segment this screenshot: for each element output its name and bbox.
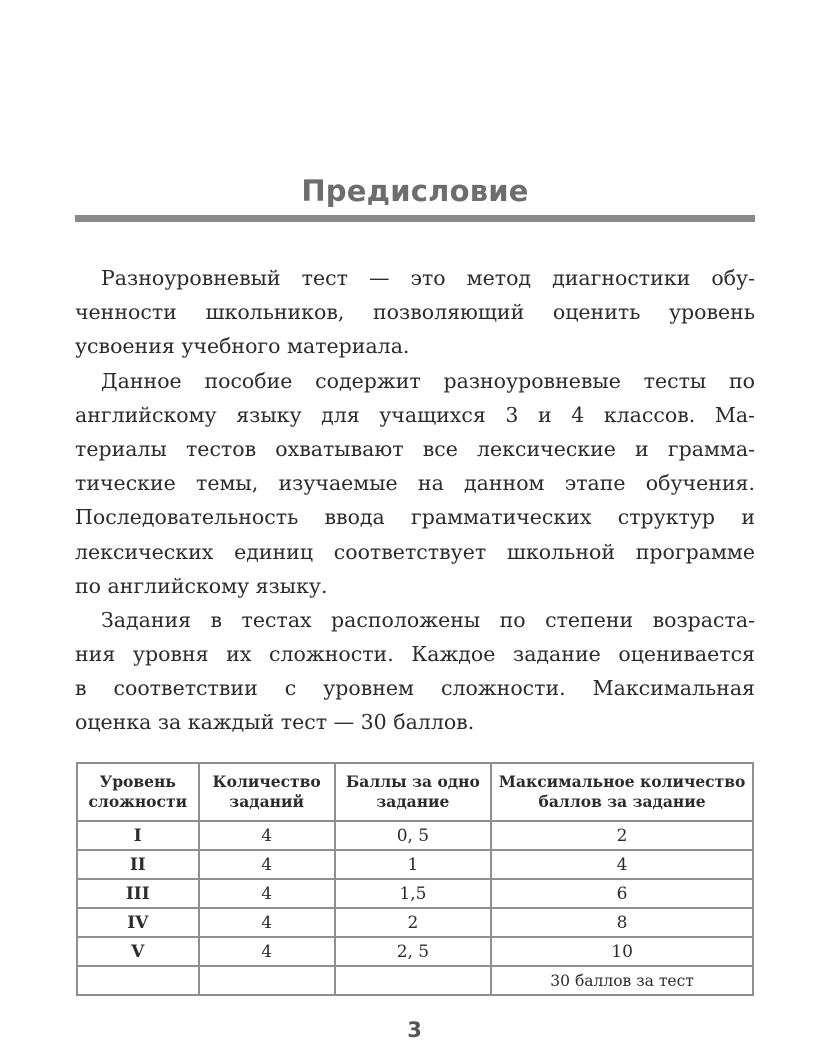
table-cell: III <box>77 879 199 908</box>
table-row <box>77 879 753 908</box>
table-cell: 1,5 <box>335 879 491 908</box>
text-line: Задания в тестах расположены по степени возраста- <box>101 607 755 632</box>
table-cell-empty <box>335 966 491 995</box>
page-title: Предисловие <box>301 174 529 208</box>
text-line: териалы тестов охватывают все лексические и грамма- <box>75 436 755 461</box>
text-line: оценка за каждый тест — 30 баллов. <box>75 710 475 735</box>
table-cell-empty <box>199 966 335 995</box>
table-cell: 4 <box>199 821 335 850</box>
text-line: ченности школьников, позволяющий оценить уровень <box>75 300 755 325</box>
table-header-row <box>77 763 753 821</box>
table-cell-empty <box>77 966 199 995</box>
table-cell: 6 <box>491 879 753 908</box>
table-total-row <box>77 966 753 995</box>
table-cell: 4 <box>199 879 335 908</box>
table-cell: 4 <box>199 850 335 879</box>
table-cell: V <box>77 937 199 966</box>
table-cell: 2 <box>335 908 491 937</box>
table-cell: 1 <box>335 850 491 879</box>
table-cell: 4 <box>199 908 335 937</box>
header-max-points: Максимальное количество баллов за задание <box>491 763 753 821</box>
scoring-table <box>76 762 754 996</box>
table-cell: IV <box>77 908 199 937</box>
text-line: ния уровня их сложности. Каждое задание оценивается <box>75 642 755 667</box>
text-line: тические темы, изучаемые на данном этапе обучения. <box>75 471 755 496</box>
table-cell: I <box>77 821 199 850</box>
table-total-cell: 30 баллов за тест <box>491 966 753 995</box>
text-line: в соответствии с уровнем сложности. Максимальная <box>75 676 755 701</box>
title-underline <box>75 215 755 222</box>
header-points-per-task: Баллы за одно задание <box>335 763 491 821</box>
header-task-count: Количество заданий <box>199 763 335 821</box>
table-cell: 10 <box>491 937 753 966</box>
table-cell: 2, 5 <box>335 937 491 966</box>
table-row <box>77 850 753 879</box>
table-cell: 8 <box>491 908 753 937</box>
header-level: Уровень сложности <box>77 763 199 821</box>
text-line: усвоения учебного материала. <box>75 334 410 359</box>
table-cell: II <box>77 850 199 879</box>
table-cell: 0, 5 <box>335 821 491 850</box>
text-line: по английскому языку. <box>75 573 328 598</box>
page-number: 3 <box>407 1018 422 1042</box>
text-line: Последовательность ввода грамматических структур и <box>75 505 755 530</box>
text-line: Разноуровневый тест — это метод диагностики обу- <box>101 266 755 290</box>
table-row <box>77 937 753 966</box>
table-row <box>77 908 753 937</box>
table-cell: 4 <box>491 850 753 879</box>
table-cell: 4 <box>199 937 335 966</box>
table-row <box>77 821 753 850</box>
preface-text <box>75 261 755 740</box>
table-cell: 2 <box>491 821 753 850</box>
text-line: Данное пособие содержит разноуровневые тесты по <box>101 368 755 393</box>
text-line: лексических единиц соответствует школьной программе <box>75 539 755 564</box>
text-line: английскому языку для учащихся 3 и 4 классов. Ма- <box>75 402 755 427</box>
